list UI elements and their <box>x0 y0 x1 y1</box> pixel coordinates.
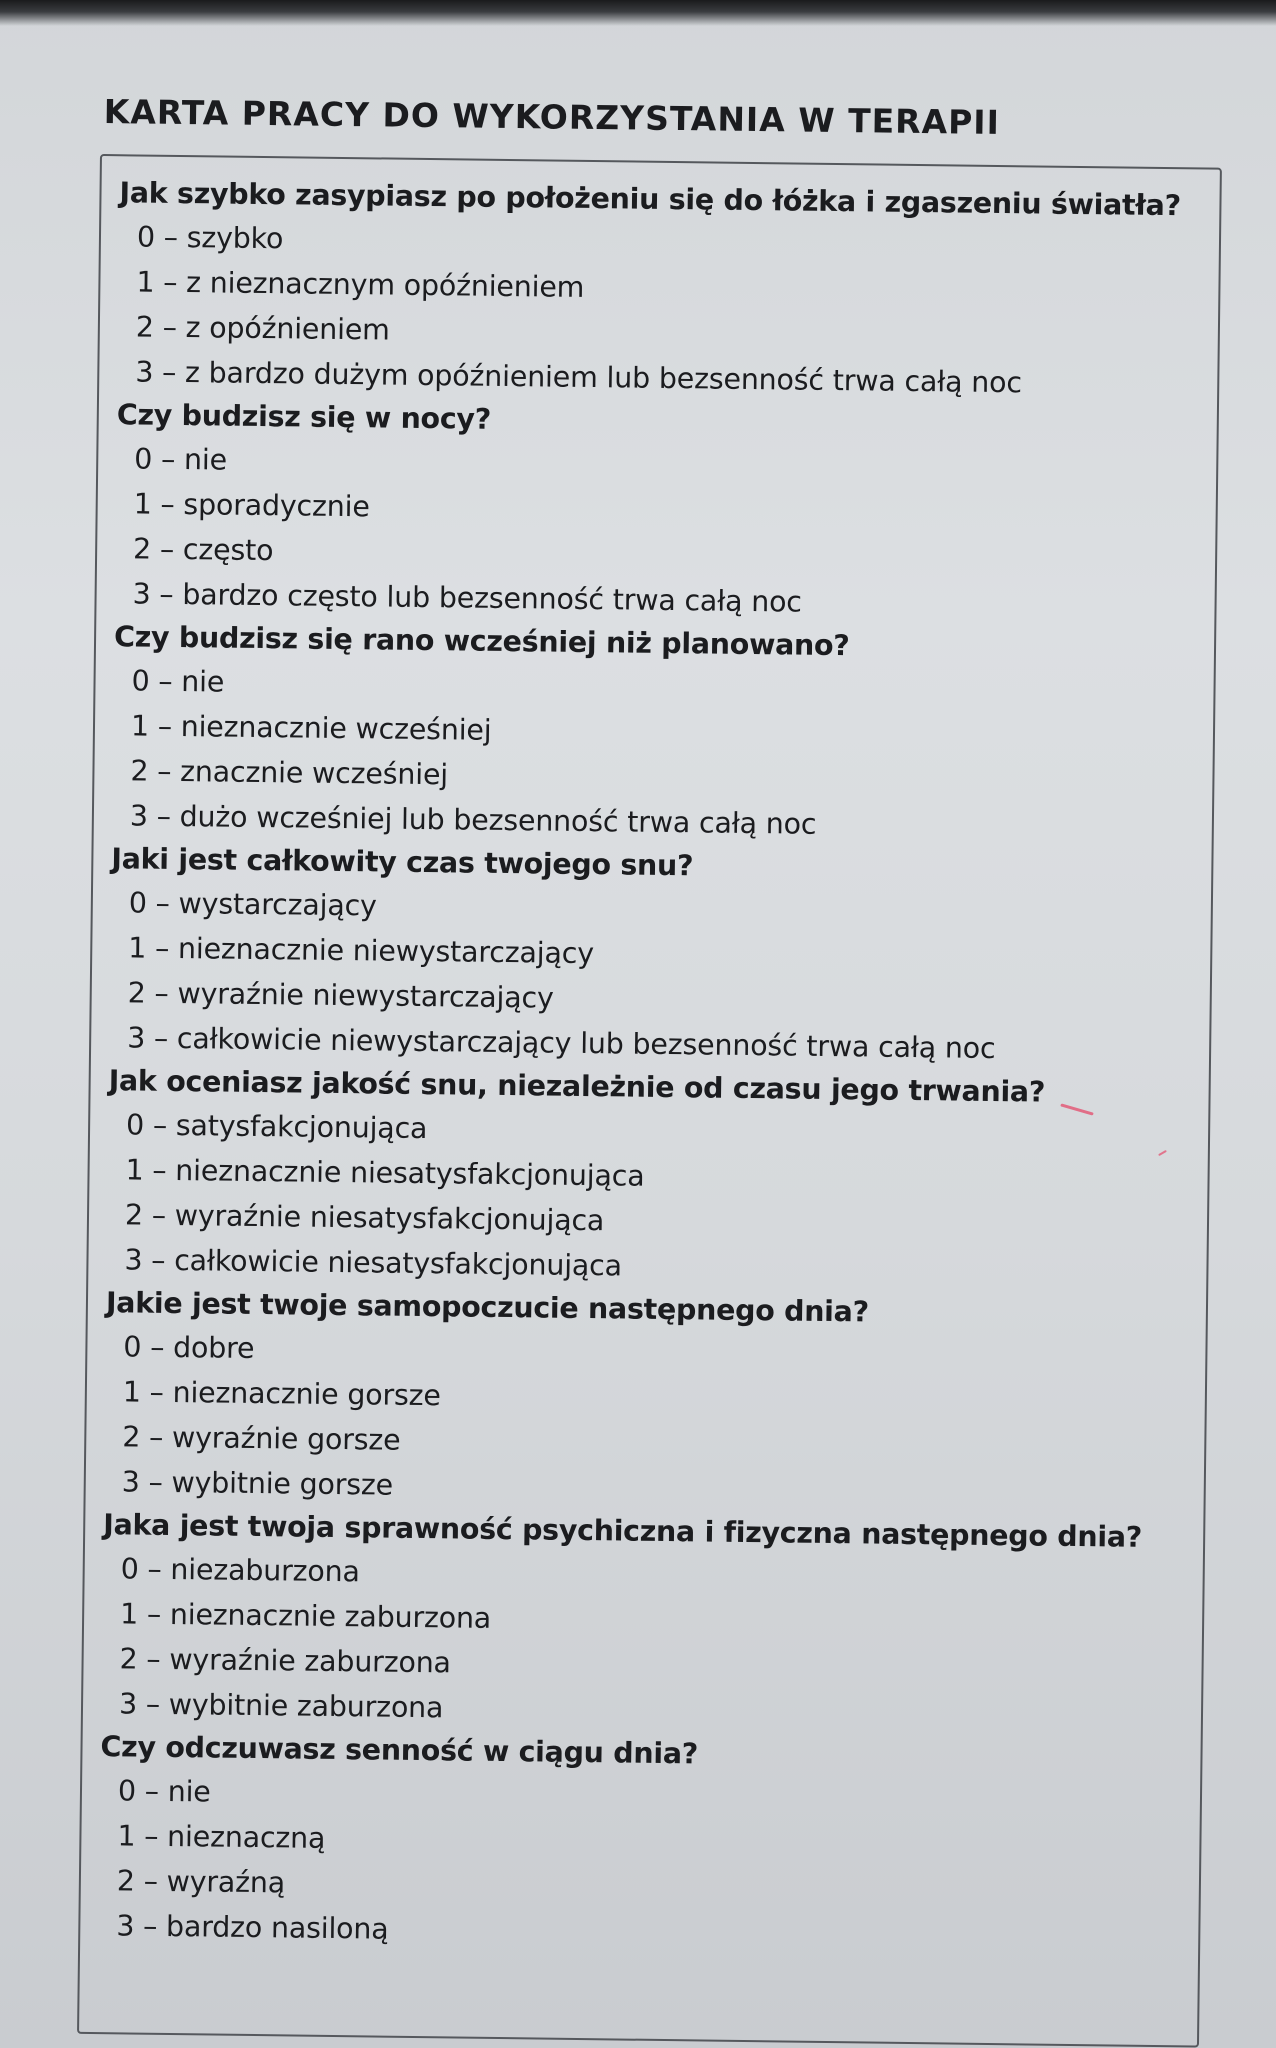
question-text: Jakie jest twoje samopoczucie następnego dnia? <box>105 1286 870 1329</box>
question-text: Czy odczuwasz senność w ciągu dnia? <box>100 1730 699 1771</box>
answer-option: 0 – satysfakcjonująca <box>125 1108 428 1146</box>
answer-options <box>114 436 1176 629</box>
answer-option: 1 – nieznaczną <box>117 1819 326 1855</box>
answer-option: 1 – z nieznacznym opóźnieniem <box>136 265 585 304</box>
question-8 <box>98 1726 1161 1961</box>
answer-options <box>117 214 1179 407</box>
question-text: Jak oceniasz jakość snu, niezależnie od czasu jego trwania? <box>108 1064 1046 1109</box>
answer-option: 2 – z opóźnieniem <box>135 310 390 347</box>
answer-option: 3 – wybitnie zaburzona <box>118 1687 444 1725</box>
answer-option: 2 – wyraźnie gorsze <box>122 1420 401 1457</box>
answer-option: 0 – nie <box>117 1774 211 1809</box>
answer-option: 1 – nieznacznie zaburzona <box>119 1597 492 1635</box>
answer-option: 3 – bardzo nasiloną <box>116 1909 389 1946</box>
answer-option: 2 – wyraźną <box>116 1864 286 1900</box>
answer-options <box>106 1102 1168 1295</box>
answer-option: 0 – niezaburzona <box>120 1552 360 1589</box>
answer-option: 0 – dobre <box>123 1330 255 1365</box>
answer-option: 2 – wyraźnie zaburzona <box>119 1642 452 1680</box>
answer-option: 2 – znacznie wcześniej <box>130 754 449 792</box>
question-text: Jak szybko zasypiasz po położeniu się do łóżka i zgaszeniu światła? <box>119 176 1182 223</box>
question-2 <box>114 394 1177 629</box>
answer-options <box>101 1546 1163 1739</box>
question-text: Jaka jest twoja sprawność psychiczna i fizyczna następnego dnia? <box>103 1508 1143 1554</box>
question-6 <box>104 1282 1167 1517</box>
question-text: Jaki jest całkowity czas twojego snu? <box>111 842 694 883</box>
question-3 <box>112 616 1175 851</box>
answer-option: 3 – wybitnie gorsze <box>121 1465 394 1502</box>
answer-option: 3 – całkowicie niewystarczający lub bezsenność trwa całą noc <box>127 1021 996 1066</box>
answer-option: 1 – nieznacznie gorsze <box>122 1375 441 1413</box>
answer-option: 2 – wyraźnie niesatysfakcjonująca <box>124 1198 605 1238</box>
question-text: Czy budzisz się w nocy? <box>116 398 492 436</box>
answer-option: 2 – często <box>132 532 274 568</box>
worksheet-box <box>77 154 1222 2048</box>
question-5 <box>106 1060 1169 1295</box>
answer-option: 1 – sporadycznie <box>133 487 370 524</box>
answer-option: 0 – szybko <box>136 220 284 256</box>
answer-option: 1 – nieznacznie niewystarczający <box>128 931 595 971</box>
answer-option: 3 – bardzo często lub bezsenność trwa całą noc <box>132 577 802 619</box>
question-text: Czy budzisz się rano wcześniej niż planowano? <box>113 620 850 663</box>
answer-option: 1 – nieznacznie niesatysfakcjonująca <box>125 1153 645 1193</box>
answer-option: 2 – wyraźnie niewystarczający <box>127 976 554 1015</box>
question-4 <box>109 838 1172 1073</box>
answer-option: 3 – z bardzo dużym opóźnieniem lub bezsenność trwa całą noc <box>135 355 1022 400</box>
answer-option: 0 – nie <box>134 442 228 477</box>
top-edge-shadow <box>0 0 1276 26</box>
answer-option: 3 – całkowicie niesatysfakcjonująca <box>124 1243 623 1283</box>
answer-option: 1 – nieznacznie wcześniej <box>130 709 492 747</box>
question-7 <box>101 1504 1164 1739</box>
answer-options <box>104 1324 1166 1517</box>
answer-options <box>109 880 1171 1073</box>
answer-option: 3 – dużo wcześniej lub bezsenność trwa całą noc <box>129 799 817 841</box>
answer-option: 0 – nie <box>131 664 225 699</box>
answer-options <box>98 1768 1160 1961</box>
answer-option: 0 – wystarczający <box>128 886 377 923</box>
questions-list <box>98 172 1180 1961</box>
page-title: KARTA PRACY DO WYKORZYSTANIA W TERAPII <box>103 92 1001 142</box>
answer-options <box>112 658 1174 851</box>
question-1 <box>117 172 1180 407</box>
